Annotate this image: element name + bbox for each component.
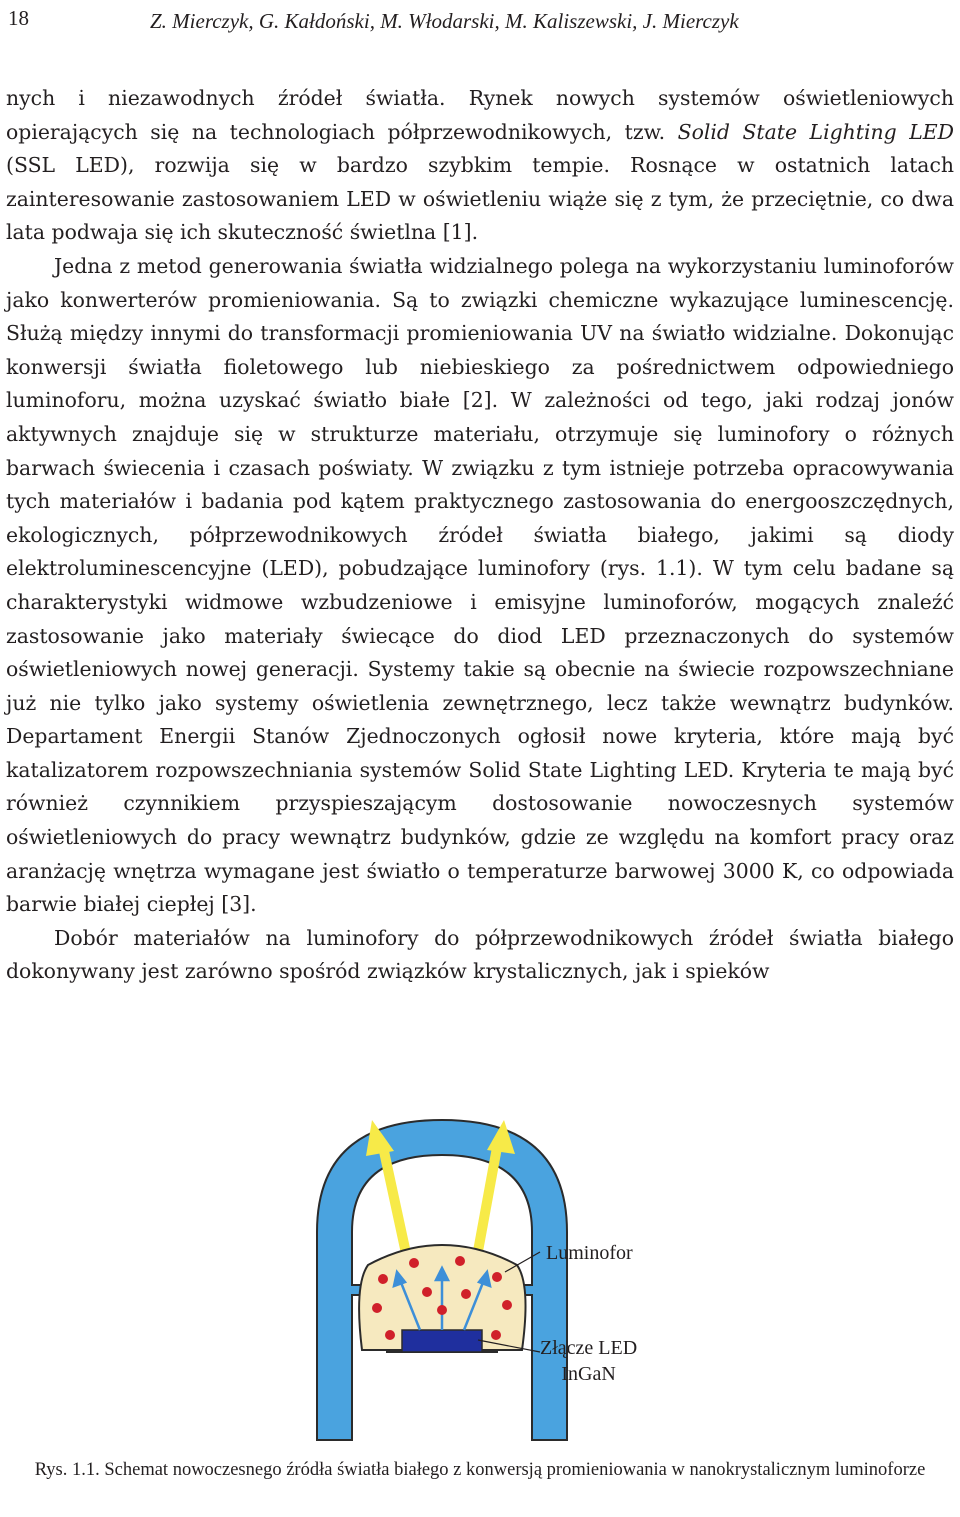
led-chip <box>402 1330 482 1352</box>
paragraph-3: Dobór materiałów na luminofory do półprzewodnikowych źródeł światła białego dokonywany jest zarówno spośród związków krystalicznych, jak i spieków <box>6 925 954 984</box>
term-ssl-led: Solid State Lighting LED <box>677 119 954 144</box>
paragraph-1: nych i niezawodnych źródeł światła. Rynek nowych systemów oświetleniowych opierających się na technologiach półprzewodnikowych, tzw. Solid State Lighting LED (SSL LED), rozwija się w bardzo szybkim tempie. Rosnące w ostatnich latach zainteresowanie zastosowaniem LED w oświetleniu wiąże się z tym, że przeciętnie, co dwa lata podwaja się ich skuteczność świetlna [1]. <box>6 86 954 245</box>
running-header-authors: Z. Mierczyk, G. Kałdoński, M. Włodarski, M. Kaliszewski, J. Mierczyk <box>150 9 739 33</box>
label-junction: Złącze LED InGaN <box>540 1337 638 1385</box>
body-text <box>6 82 954 989</box>
figure-led-schematic <box>0 1080 960 1450</box>
figure-caption: Rys. 1.1. Schemat nowoczesnego źródła światła białego z konwersją promieniowania w nanokrystalicznym luminoforze <box>34 1460 926 1480</box>
running-header <box>8 4 952 38</box>
label-luminofor: Luminofor <box>546 1242 633 1264</box>
led-schematic-diagram <box>0 1080 960 1450</box>
paragraph-2: Jedna z metod generowania światła widzialnego polega na wykorzystaniu luminoforów jako konwerterów promieniowania. Są to związki chemiczne wykazujące luminescencję. Służą między innymi do transformacji promieniowania UV na światło widzialne. Dokonując konwersji światła fioletowego lub niebieskiego za pośrednictwem odpowiedniego luminoforu, można uzyskać światło białe [2]. W zależności od tego, jaki rodzaj jonów aktywnych znajduje się w strukturze materiału, otrzymuje się luminofory o różnych barwach świecenia i czasach poświaty. W związku z tym istnieje potrzeba opracowywania tych materiałów i badania pod kątem praktycznego zastosowania do energooszczędnych, ekologicznych, półprzewodnikowych źródeł światła białego, jakimi są diody elektroluminescencyjne (LED), pobudzające luminofory (rys. 1.1). W tym celu badane są charakterystyki widmowe wzbudzeniowe i emisyjne luminoforów, mogących znaleźć zastosowanie jako materiały świecące do diod LED przeznaczonych do systemów oświetleniowych nowej generacji. Systemy takie są obecnie na świecie rozpowszechniane już nie tylko jako systemy oświetlenia zewnętrznego, lecz także wewnątrz budynków. Departament Energii Stanów Zjednoczonych ogłosił nowe kryteria, które mają być katalizatorem rozpowszechniania systemów Solid State Lighting LED. Kryteria te mają być również czynnikiem przyspieszającym dostosowanie nowoczesnych systemów oświetleniowych do pracy wewnątrz budynków, gdzie ze względu na komfort pracy oraz aranżację wnętrza wymagane jest światło o temperaturze barwowej 3000 K, co odpowiada barwie białej ciepłej [3]. <box>6 253 954 917</box>
page-number: 18 <box>8 6 29 30</box>
